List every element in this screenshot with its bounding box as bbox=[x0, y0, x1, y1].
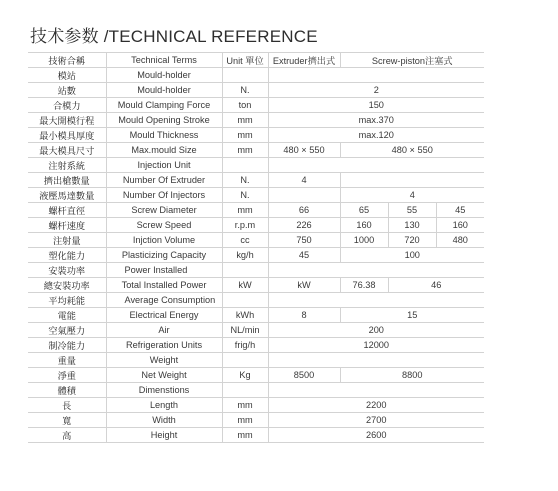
row-unit: kWh bbox=[222, 308, 268, 323]
row-name: 高 bbox=[28, 428, 106, 443]
row-empty-cell bbox=[268, 383, 340, 398]
row-term: Screw Speed bbox=[106, 218, 222, 233]
row-unit: Kg bbox=[222, 368, 268, 383]
row-term: Dimenstions bbox=[106, 383, 222, 398]
table-row bbox=[28, 398, 484, 413]
row-term: Number Of Injectors bbox=[106, 188, 222, 203]
row-name: 電能 bbox=[28, 308, 106, 323]
row-value: 12000 bbox=[268, 338, 484, 353]
row-term: Plasticizing Capacity bbox=[106, 248, 222, 263]
row-unit bbox=[222, 353, 268, 368]
row-value: 2 bbox=[268, 83, 484, 98]
page-title: 技术参数 /TECHNICAL REFERENCE bbox=[30, 27, 318, 46]
row-term: Injction Volume bbox=[106, 233, 222, 248]
row-extruder-value: 226 bbox=[268, 218, 340, 233]
row-term: Width bbox=[106, 413, 222, 428]
row-unit: mm bbox=[222, 128, 268, 143]
table-row bbox=[28, 113, 484, 128]
row-name: 合模力 bbox=[28, 98, 106, 113]
row-unit: mm bbox=[222, 413, 268, 428]
row-piston-value: 55 bbox=[388, 203, 436, 218]
row-extruder-value: kW bbox=[268, 278, 340, 293]
row-extruder-value: 66 bbox=[268, 203, 340, 218]
row-extruder-value: 8 bbox=[268, 308, 340, 323]
row-term: Average Consumption bbox=[106, 293, 222, 308]
row-value: max.370 bbox=[268, 113, 484, 128]
row-piston-value: 45 bbox=[436, 203, 484, 218]
row-unit: mm bbox=[222, 113, 268, 128]
row-value: 2200 bbox=[268, 398, 484, 413]
row-unit: r.p.m bbox=[222, 218, 268, 233]
row-empty-cell bbox=[268, 68, 340, 83]
row-empty-cell bbox=[268, 353, 340, 368]
row-name: 淨重 bbox=[28, 368, 106, 383]
table-row bbox=[28, 68, 484, 83]
row-empty-cell bbox=[340, 263, 484, 278]
row-unit: kW bbox=[222, 278, 268, 293]
table-row bbox=[28, 278, 484, 293]
table-row bbox=[28, 128, 484, 143]
table-row bbox=[28, 308, 484, 323]
row-name: 制冷能力 bbox=[28, 338, 106, 353]
row-term: Length bbox=[106, 398, 222, 413]
row-name: 寬 bbox=[28, 413, 106, 428]
row-unit: ton bbox=[222, 98, 268, 113]
row-unit: NL/min bbox=[222, 323, 268, 338]
row-extruder-value bbox=[268, 188, 340, 203]
row-empty-cell bbox=[268, 158, 340, 173]
row-empty-cell bbox=[340, 353, 484, 368]
row-name: 注射系統 bbox=[28, 158, 106, 173]
row-name: 螺杆直徑 bbox=[28, 203, 106, 218]
row-name: 注射量 bbox=[28, 233, 106, 248]
spec-table bbox=[28, 52, 484, 443]
header-term: Technical Terms bbox=[106, 53, 222, 68]
row-piston-value: 65 bbox=[340, 203, 388, 218]
row-value: 2600 bbox=[268, 428, 484, 443]
row-name: 最小模具厚度 bbox=[28, 128, 106, 143]
table-row bbox=[28, 203, 484, 218]
row-name: 模站 bbox=[28, 68, 106, 83]
row-unit: mm bbox=[222, 398, 268, 413]
row-unit: kg/h bbox=[222, 248, 268, 263]
row-term: Injection Unit bbox=[106, 158, 222, 173]
row-value: 150 bbox=[268, 98, 484, 113]
row-piston-value bbox=[340, 173, 484, 188]
row-name: 安裝功率 bbox=[28, 263, 106, 278]
row-name: 擠出槍數量 bbox=[28, 173, 106, 188]
row-empty-cell bbox=[340, 383, 484, 398]
row-piston-value: 1000 bbox=[340, 233, 388, 248]
row-piston-value: 100 bbox=[340, 248, 484, 263]
row-value: max.120 bbox=[268, 128, 484, 143]
row-name: 螺杆速度 bbox=[28, 218, 106, 233]
row-extruder-value: 45 bbox=[268, 248, 340, 263]
row-name: 塑化能力 bbox=[28, 248, 106, 263]
row-term: Total Installed Power bbox=[106, 278, 222, 293]
row-name: 重量 bbox=[28, 353, 106, 368]
table-row bbox=[28, 173, 484, 188]
row-term: Max.mould Size bbox=[106, 143, 222, 158]
header-name: 技術合稱 bbox=[28, 53, 106, 68]
row-name: 總安裝功率 bbox=[28, 278, 106, 293]
row-piston-value: 480 × 550 bbox=[340, 143, 484, 158]
table-row bbox=[28, 368, 484, 383]
row-piston-value: 720 bbox=[388, 233, 436, 248]
row-name: 最大開模行程 bbox=[28, 113, 106, 128]
row-unit bbox=[222, 293, 268, 308]
table-header-row bbox=[28, 53, 484, 68]
row-extruder-value: 480 × 550 bbox=[268, 143, 340, 158]
row-piston-value: 160 bbox=[340, 218, 388, 233]
row-name: 體積 bbox=[28, 383, 106, 398]
row-extruder-value: 4 bbox=[268, 173, 340, 188]
table-row bbox=[28, 233, 484, 248]
table-row bbox=[28, 353, 484, 368]
row-unit: N. bbox=[222, 83, 268, 98]
row-name: 最大模具尺寸 bbox=[28, 143, 106, 158]
row-unit: frig/h bbox=[222, 338, 268, 353]
row-empty-cell bbox=[340, 68, 484, 83]
table-row bbox=[28, 143, 484, 158]
row-term: Weight bbox=[106, 353, 222, 368]
row-extruder-value: 750 bbox=[268, 233, 340, 248]
row-piston-value: 160 bbox=[436, 218, 484, 233]
row-unit bbox=[222, 68, 268, 83]
row-value: 2700 bbox=[268, 413, 484, 428]
table-row bbox=[28, 158, 484, 173]
row-unit: mm bbox=[222, 203, 268, 218]
row-name: 長 bbox=[28, 398, 106, 413]
row-term: Mould Thickness bbox=[106, 128, 222, 143]
row-unit bbox=[222, 158, 268, 173]
table-row bbox=[28, 218, 484, 233]
table-row bbox=[28, 383, 484, 398]
row-term: Power Installed bbox=[106, 263, 222, 278]
table-row bbox=[28, 188, 484, 203]
header-extruder: Extruder擠出式 bbox=[268, 53, 340, 68]
row-piston-value: 480 bbox=[436, 233, 484, 248]
table-row bbox=[28, 293, 484, 308]
row-empty-cell bbox=[340, 158, 484, 173]
row-empty-cell bbox=[268, 293, 340, 308]
table-row bbox=[28, 428, 484, 443]
table-row bbox=[28, 83, 484, 98]
row-term: Net Weight bbox=[106, 368, 222, 383]
row-unit: N. bbox=[222, 173, 268, 188]
row-term: Mould Clamping Force bbox=[106, 98, 222, 113]
row-unit: cc bbox=[222, 233, 268, 248]
table-row bbox=[28, 98, 484, 113]
row-unit bbox=[222, 263, 268, 278]
row-empty-cell bbox=[268, 263, 340, 278]
table-row bbox=[28, 248, 484, 263]
row-unit: N. bbox=[222, 188, 268, 203]
row-term: Refrigeration Units bbox=[106, 338, 222, 353]
table-row bbox=[28, 263, 484, 278]
row-piston-value: 46 bbox=[388, 278, 484, 293]
header-piston: Screw-piston注塞式 bbox=[340, 53, 484, 68]
row-piston-value: 76.38 bbox=[340, 278, 388, 293]
row-term: Height bbox=[106, 428, 222, 443]
row-unit bbox=[222, 383, 268, 398]
row-value: 200 bbox=[268, 323, 484, 338]
row-unit: mm bbox=[222, 143, 268, 158]
row-piston-value: 4 bbox=[340, 188, 484, 203]
header-unit: Unit 單位 bbox=[222, 53, 268, 68]
table-row bbox=[28, 413, 484, 428]
row-name: 空氣壓力 bbox=[28, 323, 106, 338]
row-term: Number Of Extruder bbox=[106, 173, 222, 188]
row-name: 站數 bbox=[28, 83, 106, 98]
row-piston-value: 8800 bbox=[340, 368, 484, 383]
row-name: 液壓馬達數量 bbox=[28, 188, 106, 203]
row-extruder-value: 8500 bbox=[268, 368, 340, 383]
row-name: 平均耗能 bbox=[28, 293, 106, 308]
row-empty-cell bbox=[340, 293, 484, 308]
row-term: Mould Opening Stroke bbox=[106, 113, 222, 128]
row-term: Mould-holder bbox=[106, 68, 222, 83]
row-term: Mould-holder bbox=[106, 83, 222, 98]
row-term: Air bbox=[106, 323, 222, 338]
row-term: Electrical Energy bbox=[106, 308, 222, 323]
row-unit: mm bbox=[222, 428, 268, 443]
row-piston-value: 130 bbox=[388, 218, 436, 233]
table-row bbox=[28, 323, 484, 338]
table-row bbox=[28, 338, 484, 353]
row-piston-value: 15 bbox=[340, 308, 484, 323]
row-term: Screw Diameter bbox=[106, 203, 222, 218]
